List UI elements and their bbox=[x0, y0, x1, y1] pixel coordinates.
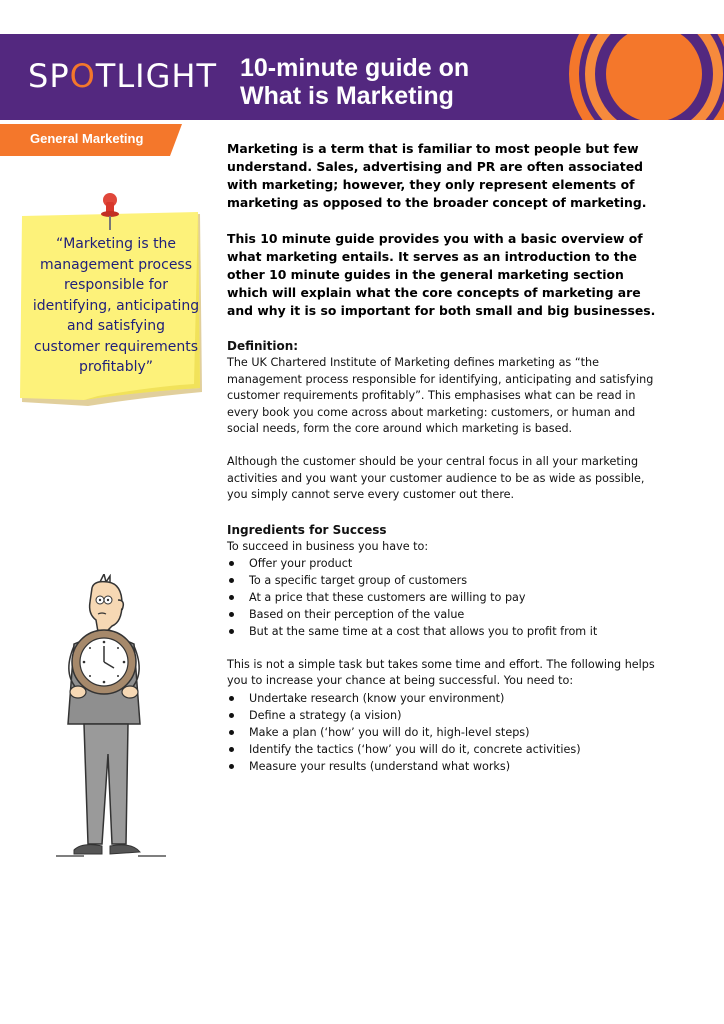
page-title bbox=[240, 54, 560, 110]
list-item: Define a strategy (a vision) bbox=[227, 707, 667, 724]
header-banner bbox=[0, 34, 724, 120]
sticky-quote: “Marketing is the management process responsible for identifying, anticipating and satisfying customer requirements profitably” bbox=[32, 236, 200, 375]
ingredients-list bbox=[227, 555, 667, 640]
sticky-note bbox=[18, 196, 206, 410]
list-item: Measure your results (understand what works) bbox=[227, 758, 667, 775]
intro-paragraph-1: Marketing is a term that is familiar to most people but few understand. Sales, advertising and PR are often associated with marketing; however, they only represent elements of marketing as opposed to the broader concept of marketing. bbox=[227, 141, 647, 210]
list-item: Identify the tactics (‘how’ you will do it, concrete activities) bbox=[227, 741, 667, 758]
definition-paragraph-2: Although the customer should be your central focus in all your marketing activities and you want your customer audience to be as wide as possible, you simply cannot serve every customer out there. bbox=[227, 455, 645, 501]
category-label: General Marketing bbox=[30, 131, 144, 146]
ingredients-heading: Ingredients for Success bbox=[227, 522, 387, 537]
ingredients-section bbox=[227, 522, 667, 775]
list-item: Offer your product bbox=[227, 555, 667, 572]
list-item: Undertake research (know your environment) bbox=[227, 690, 667, 707]
main-content bbox=[227, 140, 667, 775]
steps-list bbox=[227, 690, 667, 775]
ingredients-followup: This is not a simple task but takes some time and effort. The following helps you to increase your chance at being successful. You need to: bbox=[227, 657, 655, 687]
list-item: Based on their perception of the value bbox=[227, 606, 667, 623]
intro-paragraph-2: This 10 minute guide provides you with a basic overview of what marketing entails. It serves as an introduction to the other 10 minute guides in the general marketing section which will explain what the core concepts of marketing are and why it is so important for both small and big businesses. bbox=[227, 231, 656, 318]
category-tag bbox=[0, 124, 182, 156]
pushpin-icon bbox=[98, 192, 122, 232]
circle-decoration bbox=[564, 34, 724, 120]
intro-section bbox=[227, 140, 667, 320]
definition-heading: Definition: bbox=[227, 339, 299, 353]
list-item: Make a plan (‘how’ you will do it, high-level steps) bbox=[227, 724, 667, 741]
ingredients-lead: To succeed in business you have to: bbox=[227, 539, 429, 553]
cartoon-man-with-clock bbox=[48, 574, 178, 866]
definition-section bbox=[227, 338, 667, 504]
spotlight-logo: SPOTLIGHT bbox=[28, 57, 218, 95]
definition-paragraph-1: The UK Chartered Institute of Marketing defines marketing as “the management process responsible for identifying, anticipating and satisfying customer requirements profitably”. This emphasises what can be read in every book you come across about marketing: customers, or human and social needs, form the core around which marketing is based. bbox=[227, 356, 654, 435]
page-title-line-2: What is Marketing bbox=[240, 82, 454, 110]
clock-icon bbox=[72, 630, 136, 694]
list-item: At a price that these customers are willing to pay bbox=[227, 589, 667, 606]
list-item: To a specific target group of customers bbox=[227, 572, 667, 589]
list-item: But at the same time at a cost that allows you to profit from it bbox=[227, 623, 667, 640]
page-title-line-1: 10-minute guide on bbox=[240, 54, 470, 82]
